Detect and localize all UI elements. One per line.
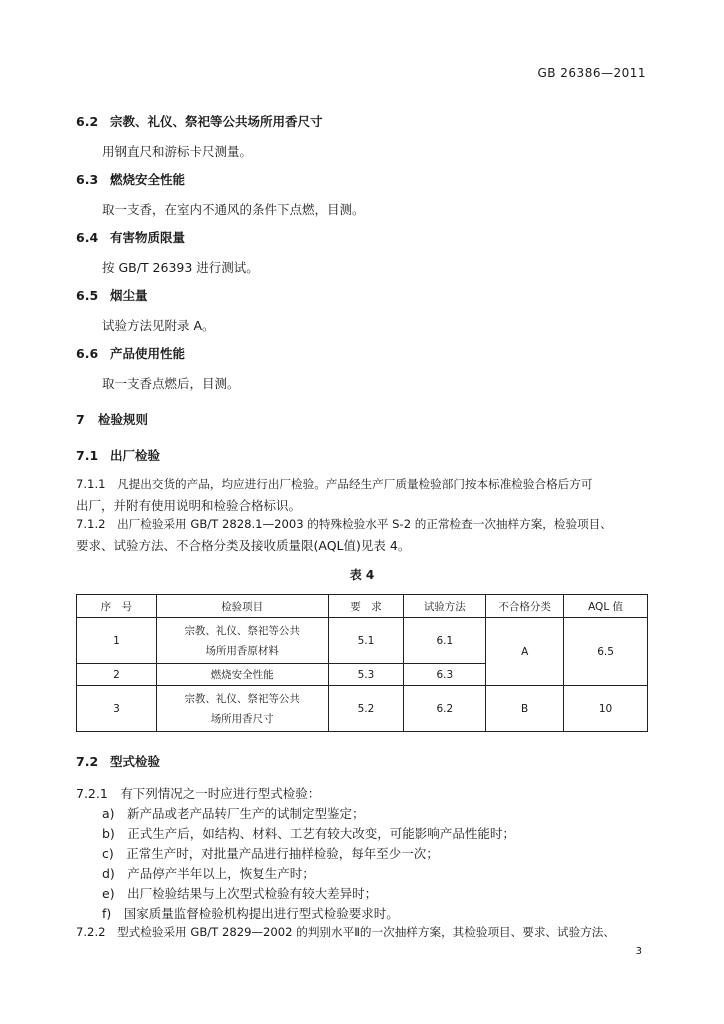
heading-number: 6.6 — [76, 346, 99, 361]
paragraph-6-2: 用钢直尺和游标卡尺测量。 — [102, 144, 253, 159]
heading-title: 燃烧安全性能 — [110, 172, 186, 187]
nonconformity-class: B — [486, 686, 564, 732]
list-item: b) 正式生产后，如结构、材料、工艺有较大改变，可能影响产品性能时； — [102, 826, 515, 841]
test-method-clause: 6.1 — [404, 618, 486, 664]
list-item: a) 新产品或老产品转厂生产的试制定型鉴定； — [102, 806, 365, 821]
table-header-row — [77, 595, 648, 618]
inspection-item: 燃烧安全性能 — [156, 664, 328, 686]
row-number: 1 — [77, 618, 157, 664]
clause-7-1-2-line-2: 要求、试验方法、不合格分类及接收质量限(AQL值)见表 4。 — [76, 538, 411, 553]
header-cell: 序 号 — [77, 595, 157, 618]
header-cell: 不合格分类 — [486, 595, 564, 618]
nonconformity-class: A — [486, 618, 564, 686]
requirement-clause: 5.1 — [328, 618, 404, 664]
heading-title: 产品使用性能 — [110, 346, 186, 361]
item-line: 宗教、礼仪、祭祀等公共 — [184, 692, 300, 705]
item-line: 宗教、礼仪、祭祀等公共 — [184, 624, 300, 637]
header-cell: 试验方法 — [404, 595, 486, 618]
paragraph-6-4: 按 GB/T 26393 进行测试。 — [102, 260, 259, 275]
table-row — [77, 686, 648, 732]
heading-number: 6.2 — [76, 114, 99, 129]
heading-6-5 — [76, 286, 148, 304]
clause-7-2-2: 7.2.2 型式检验采用 GB/T 2829—2002 的判别水平Ⅱ的一次抽样方案，其检验项目、要求、试验方法、 — [76, 925, 615, 939]
list-item: f) 国家质量监督检验机构提出进行型式检验要求时。 — [102, 906, 399, 921]
page-number: 3 — [635, 946, 642, 957]
requirement-clause: 5.3 — [328, 664, 404, 686]
aql-value: 6.5 — [564, 618, 648, 686]
heading-number: 6.4 — [76, 230, 99, 245]
paragraph-6-3: 取一支香，在室内不通风的条件下点燃，目测。 — [102, 202, 365, 217]
row-number: 2 — [77, 664, 157, 686]
standard-code: GB 26386—2011 — [537, 66, 646, 80]
heading-6-4 — [76, 228, 185, 246]
test-method-clause: 6.2 — [404, 686, 486, 732]
heading-number: 7 — [76, 412, 85, 427]
clause-7-1-1-line-1: 7.1.1 凡提出交货的产品，均应进行出厂检验。产品经生产厂质量检验部门按本标准检验合格后方可 — [76, 477, 593, 491]
heading-6-6 — [76, 344, 185, 362]
table-caption: 表 4 — [349, 568, 375, 582]
heading-title: 宗教、礼仪、祭祀等公共场所用香尺寸 — [110, 114, 323, 129]
heading-number: 6.5 — [76, 288, 99, 303]
header-cell: AQL 值 — [564, 595, 648, 618]
item-line: 场所用香原材料 — [205, 644, 279, 657]
clause-7-1-1-line-2: 出厂，并附有使用说明和检验合格标识。 — [76, 498, 302, 513]
inspection-item — [156, 618, 328, 664]
heading-title: 型式检验 — [110, 754, 161, 769]
header-cell: 检验项目 — [156, 595, 328, 618]
requirement-clause: 5.2 — [328, 686, 404, 732]
test-method-clause: 6.3 — [404, 664, 486, 686]
inspection-table — [76, 594, 648, 732]
heading-6-3 — [76, 170, 185, 188]
heading-title: 有害物质限量 — [110, 230, 186, 245]
list-item: c) 正常生产时，对批量产品进行抽样检验，每年至少一次； — [102, 846, 439, 861]
aql-value: 10 — [564, 686, 648, 732]
item-line: 场所用香尺寸 — [210, 712, 274, 725]
paragraph-6-5: 试验方法见附录 A。 — [102, 318, 215, 333]
list-item: e) 出厂检验结果与上次型式检验有较大差异时； — [102, 886, 378, 901]
heading-number: 7.1 — [76, 448, 99, 463]
clause-7-1-2-line-1: 7.1.2 出厂检验采用 GB/T 2828.1—2003 的特殊检验水平 S-2 的正常检查一次抽样方案，检验项目、 — [76, 517, 612, 531]
heading-title: 检验规则 — [98, 412, 149, 427]
heading-7-1 — [76, 446, 160, 464]
heading-number: 7.2 — [76, 754, 99, 769]
heading-title: 烟尘量 — [110, 288, 148, 303]
paragraph-6-6: 取一支香点燃后，目测。 — [102, 376, 240, 391]
inspection-item — [156, 686, 328, 732]
clause-7-2-1: 7.2.1 有下列情况之一时应进行型式检验： — [76, 786, 321, 801]
heading-7-2 — [76, 752, 160, 770]
row-number: 3 — [77, 686, 157, 732]
heading-7 — [76, 410, 148, 428]
heading-6-2 — [76, 112, 323, 130]
header-cell: 要 求 — [328, 595, 404, 618]
list-item: d) 产品停产半年以上，恢复生产时； — [102, 866, 315, 881]
table-row — [77, 618, 648, 664]
heading-title: 出厂检验 — [110, 448, 161, 463]
heading-number: 6.3 — [76, 172, 99, 187]
